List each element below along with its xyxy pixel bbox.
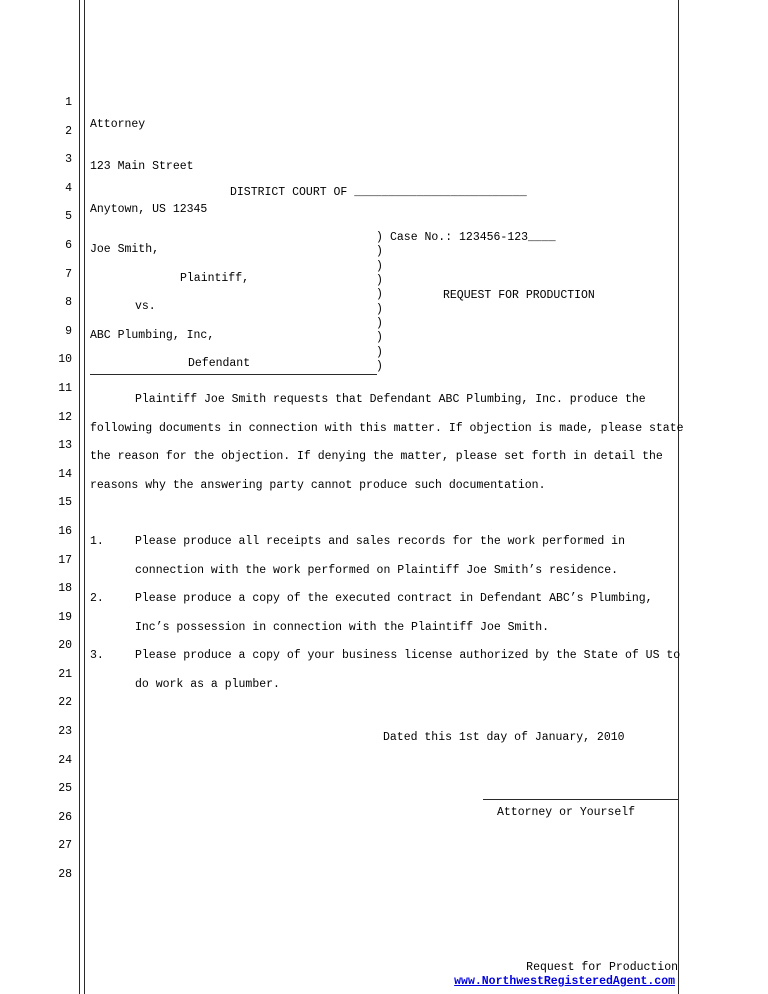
caption-paren: ): [376, 259, 383, 273]
line-number: 21: [58, 667, 72, 681]
line-number-column: [0, 96, 72, 897]
signature-label: Attorney or Yourself: [497, 806, 636, 819]
caption-paren: ): [376, 245, 383, 259]
request-line: [90, 671, 680, 700]
line-number: 11: [58, 381, 72, 395]
request-text: Inc’s possession in connection with the Plaintiff Joe Smith.: [135, 620, 550, 634]
line-number: 27: [58, 839, 72, 853]
case-number: Case No.: 123456-123____: [390, 231, 556, 244]
request-text: connection with the work performed on Plaintiff Joe Smith’s residence.: [135, 563, 619, 577]
body-line: reasons why the answering party cannot produce such documentation.: [90, 478, 546, 492]
line-number: 10: [58, 353, 72, 367]
request-marker: 1.: [90, 535, 104, 548]
line-number: 13: [58, 439, 72, 453]
request-line: [90, 614, 680, 643]
request-text: do work as a plumber.: [135, 677, 280, 691]
line-number: 20: [58, 639, 72, 653]
line-number: 3: [65, 153, 72, 167]
caption-paren: ): [376, 317, 383, 331]
line-number: 19: [58, 610, 72, 624]
defendant-name: ABC Plumbing, Inc,: [90, 329, 215, 342]
request-line: [90, 528, 680, 557]
line-number: 26: [58, 810, 72, 824]
caption-paren: ): [376, 288, 383, 302]
line-number: 17: [58, 553, 72, 567]
request-marker: [90, 671, 135, 700]
line-number: 15: [58, 496, 72, 510]
line-number: 18: [58, 582, 72, 596]
caption-paren: ): [376, 302, 383, 316]
line-number: 23: [58, 725, 72, 739]
paren-column: [376, 231, 383, 374]
request-text: Please produce a copy of the executed contract in Defendant ABC’s Plumbing,: [135, 592, 653, 606]
caption-paren: ): [376, 345, 383, 359]
line-number: 2: [65, 124, 72, 138]
request-line: [90, 557, 680, 586]
line-number: 5: [65, 210, 72, 224]
request-line: [90, 585, 680, 614]
footer-link[interactable]: www.NorthwestRegisteredAgent.com: [454, 975, 675, 988]
body-paragraph: [90, 386, 684, 500]
line-number: 4: [65, 181, 72, 195]
line-number: 7: [65, 267, 72, 281]
attorney-name: Attorney: [90, 117, 146, 131]
request-text: Please produce all receipts and sales records for the work performed in: [135, 535, 625, 548]
line-number: 1: [65, 96, 72, 109]
line-number: 14: [58, 467, 72, 481]
request-text: Please produce a copy of your business license authorized by the State of US to: [135, 649, 681, 663]
plaintiff-name: Joe Smith,: [90, 243, 160, 256]
line-number: 12: [58, 410, 72, 424]
document-title: REQUEST FOR PRODUCTION: [443, 289, 595, 302]
attorney-street: 123 Main Street: [90, 160, 194, 174]
request-marker: 2.: [90, 592, 104, 606]
line-number: 8: [65, 296, 72, 310]
caption-paren: ): [376, 274, 383, 288]
left-double-rule-inner: [84, 0, 85, 994]
caption-paren: ): [376, 231, 383, 244]
request-marker: [90, 614, 135, 643]
line-number: 25: [58, 782, 72, 796]
line-number: 16: [58, 524, 72, 538]
request-marker: [90, 557, 135, 586]
footer-doc-name: Request for Production: [526, 961, 678, 974]
caption-underline: [90, 374, 377, 375]
request-marker: 3.: [90, 649, 104, 663]
line-number: 6: [65, 238, 72, 252]
versus-label: vs.: [135, 300, 156, 313]
body-line: following documents in connection with this matter. If objection is made, please state: [90, 421, 684, 435]
dated-line: Dated this 1st day of January, 2010: [383, 731, 625, 744]
body-line: Plaintiff Joe Smith requests that Defendant ABC Plumbing, Inc. produce the: [135, 393, 646, 406]
left-double-rule-outer: [79, 0, 80, 994]
line-number: 24: [58, 753, 72, 767]
caption-paren: ): [376, 331, 383, 345]
line-number: 22: [58, 696, 72, 710]
request-list: [90, 528, 680, 700]
plaintiff-label: Plaintiff,: [180, 272, 250, 285]
attorney-block: [90, 89, 207, 246]
request-line: [90, 642, 680, 671]
caption-paren: ): [376, 360, 383, 374]
signature-line: [483, 799, 679, 800]
body-line: the reason for the objection. If denying the matter, please set forth in detail the: [90, 450, 663, 464]
attorney-city: Anytown, US 12345: [90, 203, 208, 217]
court-title: DISTRICT COURT OF _________________________: [230, 186, 527, 199]
line-number: 28: [58, 868, 72, 882]
line-number: 9: [65, 324, 72, 338]
defendant-label: Defendant: [188, 357, 251, 370]
